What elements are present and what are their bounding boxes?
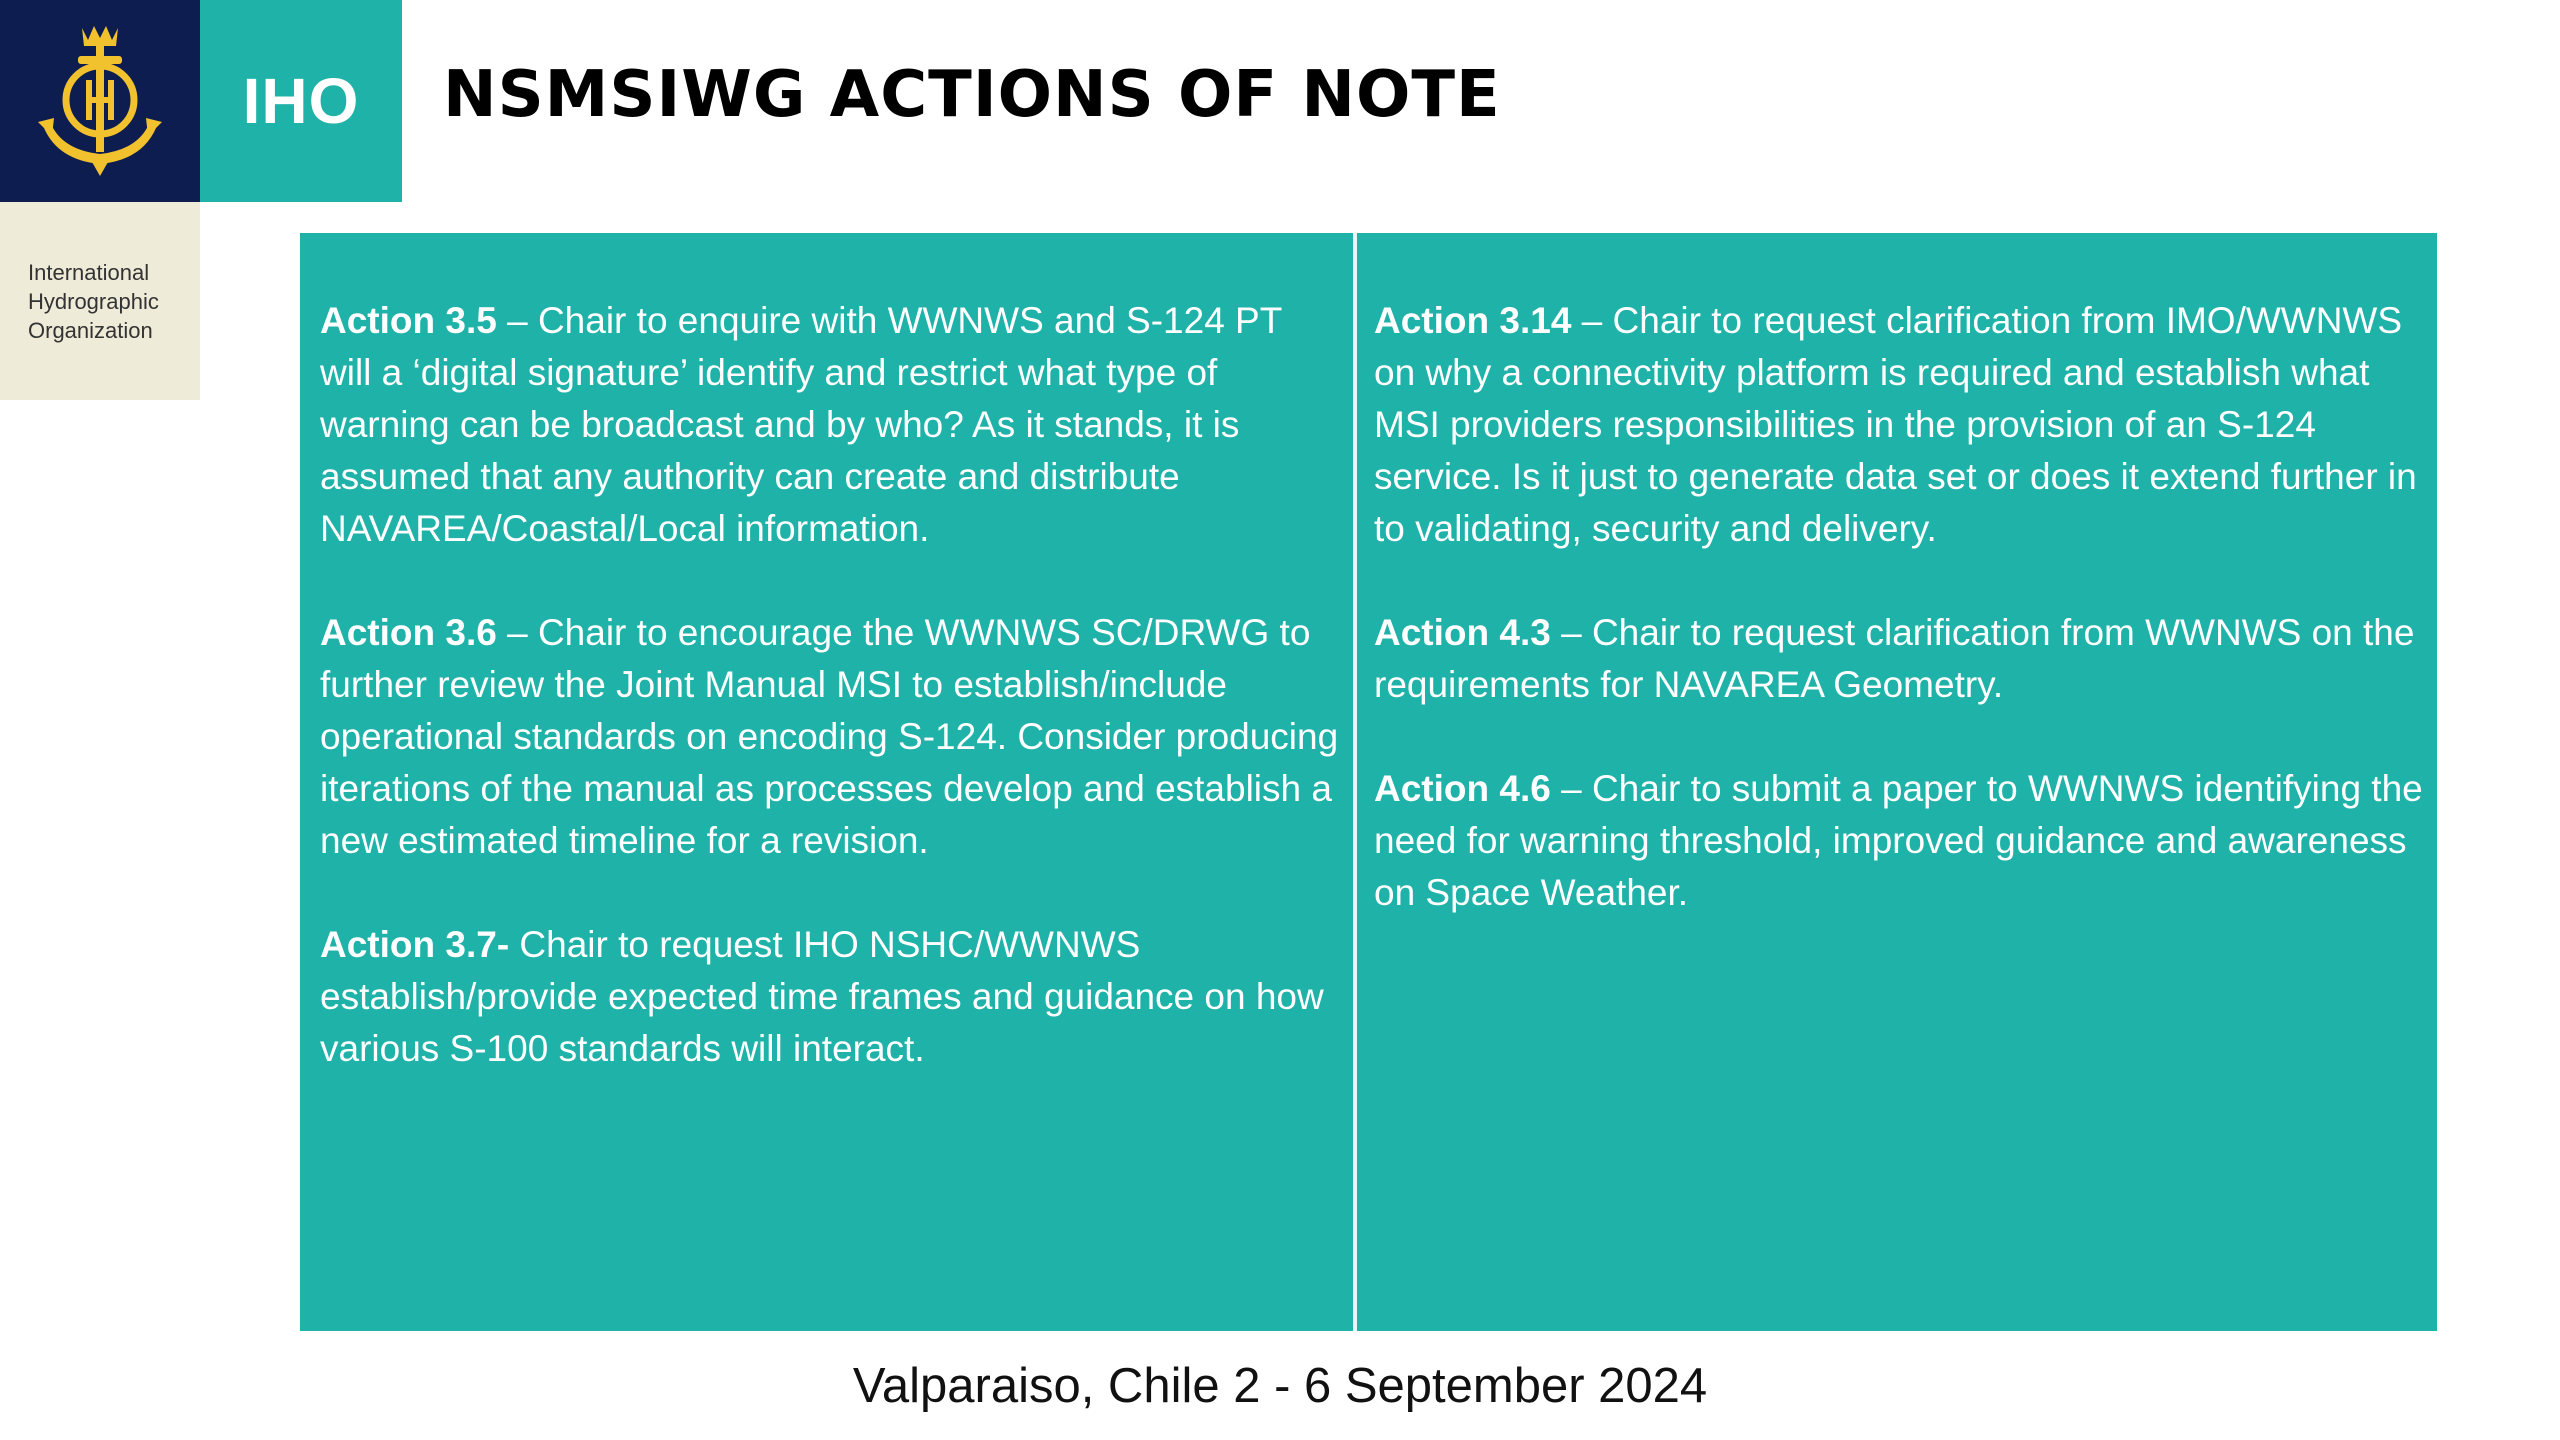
action-text: – Chair to request clarification from IMO/WWNWS on why a connectivity platform is required and establish what MSI providers responsibilities in the provision of an S-124 service. Is it just to generate data set or does it extend further in to validating, security and delivery. xyxy=(1374,300,2417,549)
slide-title: NSMSIWG ACTIONS OF NOTE xyxy=(443,58,1501,132)
action-text: – Chair to encourage the WWNWS SC/DRWG to further review the Joint Manual MSI to establish/include operational standards on encoding S-124. Consider producing iterations of the manual as processes develop and establish a new estimated timeline for a revision. xyxy=(320,612,1339,861)
action-item xyxy=(1374,607,2424,711)
organization-box xyxy=(0,202,200,400)
action-label: Action 4.6 xyxy=(1374,768,1551,809)
footer-location: Valparaiso, Chile 2 - 6 September 2024 xyxy=(852,1359,1708,1413)
action-text: – Chair to request clarification from WWNWS on the requirements for NAVAREA Geometry. xyxy=(1374,612,2415,705)
action-label: Action 3.7- xyxy=(320,924,510,965)
actions-panel xyxy=(300,233,2437,1331)
action-label: Action 4.3 xyxy=(1374,612,1551,653)
action-item xyxy=(320,919,1340,1075)
actions-right-column xyxy=(1374,295,2424,971)
organization-name: International Hydrographic Organization xyxy=(28,260,159,343)
actions-left-column xyxy=(320,295,1340,1127)
action-item xyxy=(320,295,1340,555)
action-label: Action 3.5 xyxy=(320,300,497,341)
iho-emblem-block xyxy=(0,0,200,202)
action-label: Action 3.14 xyxy=(1374,300,1572,341)
action-text: Chair to request IHO NSHC/WWNWS establish/provide expected time frames and guidance on how various S-100 standards will interact. xyxy=(320,924,1324,1069)
iho-logo-text: IHO xyxy=(242,65,360,137)
action-text: – Chair to submit a paper to WWNWS identifying the need for warning threshold, improved guidance and awareness on Space Weather. xyxy=(1374,768,2423,913)
column-divider xyxy=(1353,233,1357,1331)
iho-logo-block xyxy=(200,0,402,202)
action-item xyxy=(1374,763,2424,919)
action-text: – Chair to enquire with WWNWS and S-124 PT will a ‘digital signature’ identify and restrict what type of warning can be broadcast and by who? As it stands, it is assumed that any authority can create and distribute NAVAREA/Coastal/Local information. xyxy=(320,300,1282,549)
anchor-emblem-icon xyxy=(30,22,170,180)
action-item xyxy=(320,607,1340,867)
action-item xyxy=(1374,295,2424,555)
action-label: Action 3.6 xyxy=(320,612,497,653)
